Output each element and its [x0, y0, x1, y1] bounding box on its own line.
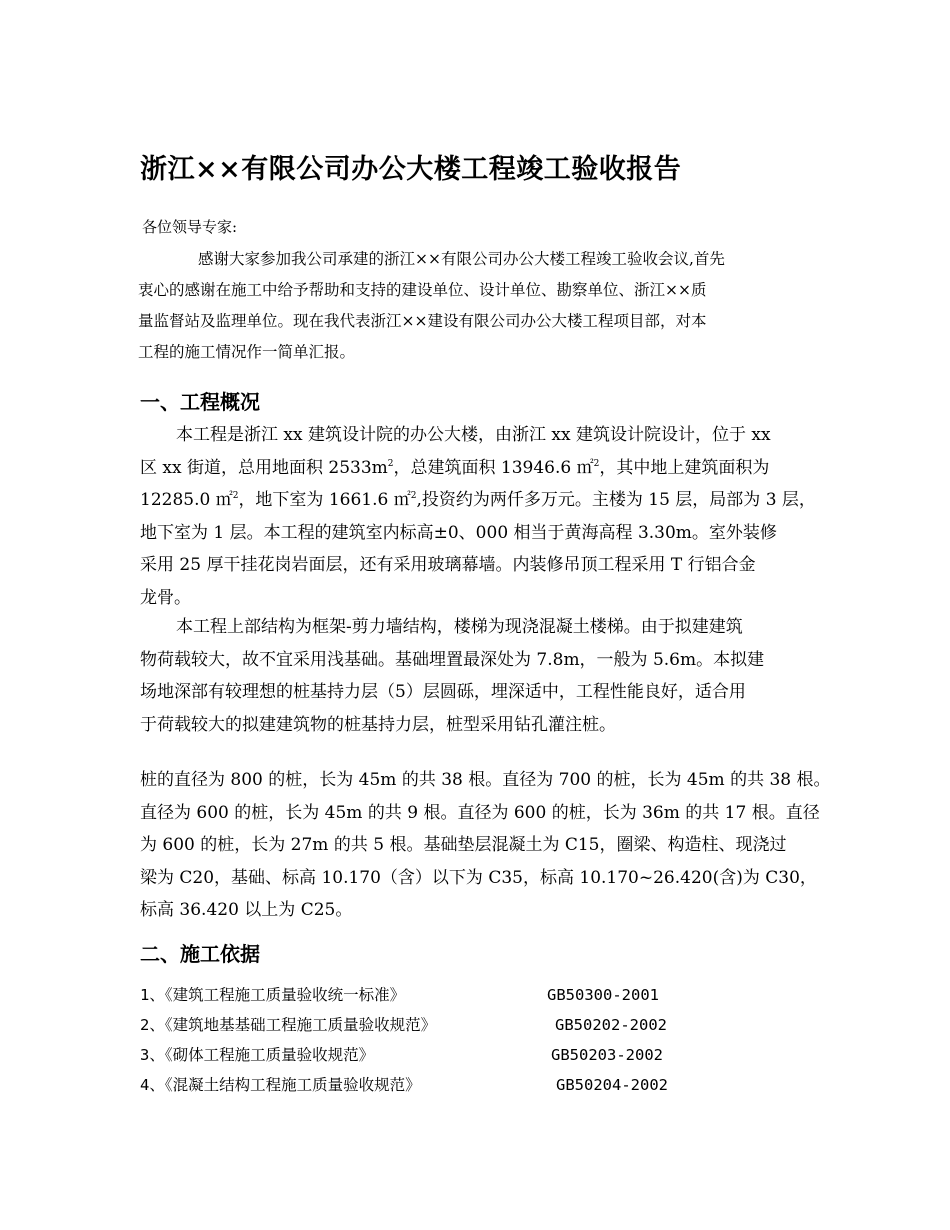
- paragraph-line: 物荷载较大，故不宜采用浅基础。基础埋置最深处为 7.8m，一般为 5.6m。本拟建: [140, 649, 765, 670]
- report-title: 浙江××有限公司办公大楼工程竣工验收报告: [140, 154, 682, 185]
- section-heading-overview: 一、工程概况: [140, 390, 260, 414]
- text-run: 区 xx 街道，总用地面积 2533m: [140, 457, 388, 478]
- reference-name: 3、《砌体工程施工质量验收规范》: [140, 1046, 375, 1064]
- section-heading-basis: 二、施工依据: [140, 942, 260, 966]
- reference-code: GB50204-2002: [556, 1076, 668, 1094]
- text-run: 12285.0 ㎡: [140, 490, 233, 510]
- paragraph-line: 梁为 C20，基础、标高 10.170（含）以下为 C35，标高 10.170~26.420(含)为 C30，: [140, 867, 817, 888]
- superscript: 2: [387, 458, 394, 469]
- superscript: 2: [410, 491, 417, 501]
- intro-line: 量监督站及监理单位。现在我代表浙江××建设有限公司办公大楼工程项目部，对本: [138, 312, 707, 330]
- paragraph-line: 地下室为 1 层。本工程的建筑室内标高±0、000 相当于黄海高程 3.30m。室外装修: [140, 522, 777, 543]
- paragraph-line: 本工程上部结构为框架-剪力墙结构，楼梯为现浇混凝土楼梯。由于拟建建筑: [176, 617, 743, 637]
- superscript: 2: [593, 458, 600, 469]
- text-run: ，地下室为 1661.6 ㎡: [238, 490, 411, 510]
- greeting: 各位领导专家:: [142, 218, 238, 236]
- reference-name: 2、《建筑地基基础工程施工质量验收规范》: [140, 1016, 437, 1034]
- intro-line: 衷心的感谢在施工中给予帮助和支持的建设单位、设计单位、勘察单位、浙江××质: [138, 281, 707, 299]
- intro-paragraph: [138, 244, 828, 368]
- paragraph-line: 为 600 的桩，长为 27m 的共 5 根。基础垫层混凝土为 C15，圈梁、构造柱、现浇过: [140, 835, 787, 855]
- paragraph-line: 龙骨。: [140, 587, 191, 608]
- paragraph-line: [140, 452, 840, 485]
- paragraph-line: 本工程是浙江 xx 建筑设计院的办公大楼，由浙江 xx 建筑设计院设计，位于 xx: [176, 425, 771, 445]
- paragraph-line: 标高 36.420 以上为 C25。: [140, 900, 353, 920]
- reference-item: [140, 1040, 663, 1070]
- intro-line: 工程的施工情况作一简单汇报。: [138, 343, 356, 361]
- paragraph-line: 场地深部有较理想的桩基持力层（5）层圆砾，埋深适中，工程性能良好，适合用: [140, 682, 746, 702]
- reference-name: 4、《混凝土结构工程施工质量验收规范》: [140, 1076, 421, 1094]
- text-run: ，总建筑面积 13946.6 ㎡: [393, 457, 594, 478]
- reference-code: GB50203-2002: [551, 1046, 663, 1064]
- overview-paragraph-2: [140, 611, 840, 741]
- reference-name: 1、《建筑工程施工质量验收统一标准》: [140, 986, 406, 1004]
- reference-item: [140, 1070, 668, 1100]
- reference-item: [140, 1010, 667, 1040]
- text-run: ，其中地上建筑面积为: [599, 457, 770, 478]
- reference-code: GB50202-2002: [555, 1016, 667, 1034]
- paragraph-line: 于荷载较大的拟建建筑物的桩基持力层，桩型采用钻孔灌注桩。: [140, 714, 616, 735]
- text-run: ,投资约为两仟多万元。主楼为 15 层，局部为 3 层，: [416, 490, 816, 510]
- paragraph-line: 桩的直径为 800 的桩，长为 45m 的共 38 根。直径为 700 的桩，长为 45m 的共 38 根。: [140, 770, 831, 790]
- paragraph-line: [140, 484, 840, 517]
- reference-list: [140, 980, 668, 1100]
- overview-paragraph-3: [140, 764, 840, 927]
- overview-paragraph-1: [140, 419, 840, 614]
- superscript: 2: [232, 491, 239, 501]
- paragraph-line: 直径为 600 的桩，长为 45m 的共 9 根。直径为 600 的桩，长为 36m 的共 17 根。直径: [140, 802, 820, 823]
- reference-code: GB50300-2001: [547, 986, 659, 1004]
- intro-line: 感谢大家参加我公司承建的浙江××有限公司办公大楼工程竣工验收会议,首先: [198, 250, 725, 268]
- reference-item: [140, 980, 659, 1010]
- paragraph-line: 采用 25 厚干挂花岗岩面层，还有采用玻璃幕墙。内装修吊顶工程采用 T 行铝合金: [140, 555, 756, 575]
